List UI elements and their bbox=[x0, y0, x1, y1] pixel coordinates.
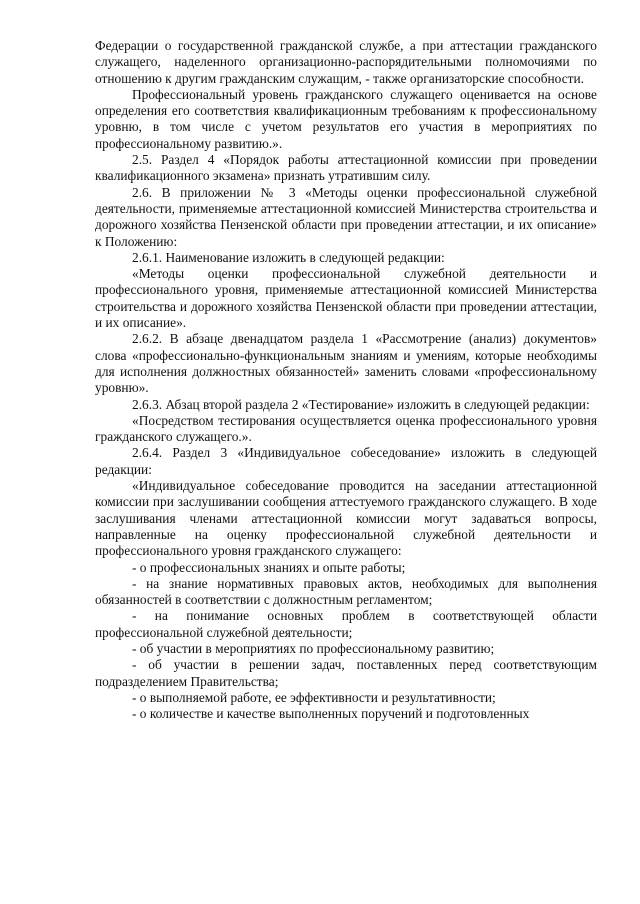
paragraph-2-5: 2.5. Раздел 4 «Порядок работы аттестационной комиссии при проведении квалификационного экзамена» признать утратившим силу. bbox=[95, 152, 597, 184]
list-item-problems: - на понимание основных проблем в соответствующей области профессиональной служебной деятельности; bbox=[95, 608, 597, 640]
paragraph-methods-title: «Методы оценки профессиональной служебной деятельности и профессионального уровня, применяемые аттестационной комиссией Министерства строительства и дорожного хозяйства Пензенской области при проведении аттестации, и их описание». bbox=[95, 266, 597, 331]
list-item-legal-acts: - на знание нормативных правовых актов, необходимых для выполнения обязанностей в соответствии с должностным регламентом; bbox=[95, 575, 597, 608]
paragraph-2-6-4: 2.6.4. Раздел 3 «Индивидуальное собеседование» изложить в следующей редакции: bbox=[95, 445, 597, 477]
list-item-knowledge: - о профессиональных знаниях и опыте работы; bbox=[132, 559, 406, 575]
list-item-assignments: - о количестве и качестве выполненных поручений и подготовленных bbox=[132, 706, 530, 722]
list-item-development: - об участии в мероприятиях по профессиональному развитию; bbox=[132, 640, 495, 656]
paragraph-testing: «Посредством тестирования осуществляется оценка профессионального уровня гражданского служащего.». bbox=[95, 412, 597, 445]
paragraph-interview: «Индивидуальное собеседование проводится на заседании аттестационной комиссии при заслушивании сообщения аттестуемого гражданского служащего. В ходе заслушивания членами аттестационной комиссии могут задаваться вопросы, направленные на оценку профессиональной служебной деятельности и профессионального уровня гражданского служащего: bbox=[95, 478, 597, 559]
paragraph-2-6-2: 2.6.2. В абзаце двенадцатом раздела 1 «Рассмотрение (анализ) документов» слова «профессионально-функциональным знаниям и умениям, которые необходимы для исполнения должностных обязанностей» заменить словами «профессиональному уровню». bbox=[95, 331, 597, 396]
list-item-tasks: - об участии в решении задач, поставленных перед соответствующим подразделением Правительства; bbox=[95, 657, 597, 689]
paragraph-continuation: Федерации о государственной гражданской службе, а при аттестации гражданского служащего, наделенного организационно-распорядительными полномочиями по отношению к другим гражданским служащим, - также организаторские способности. bbox=[95, 38, 597, 86]
list-item-work-efficiency: - о выполняемой работе, ее эффективности и результативности; bbox=[132, 689, 496, 705]
paragraph-2-6-1: 2.6.1. Наименование изложить в следующей редакции: bbox=[132, 249, 445, 265]
paragraph-2-6: 2.6. В приложении № 3 «Методы оценки профессиональной служебной деятельности, применяемые аттестационной комиссией Министерства строительства и дорожного хозяйства Пензенской области при проведении аттестации, и их описание» к Положению: bbox=[95, 184, 597, 249]
paragraph-professional-level: Профессиональный уровень гражданского служащего оценивается на основе определения его соответствия квалификационным требованиям к профессиональному уровню, в том числе с учетом результатов его участия в мероприятиях по профессиональному развитию.». bbox=[95, 86, 597, 151]
paragraph-2-6-3: 2.6.3. Абзац второй раздела 2 «Тестирование» изложить в следующей редакции: bbox=[132, 396, 590, 412]
document-page bbox=[95, 38, 597, 722]
